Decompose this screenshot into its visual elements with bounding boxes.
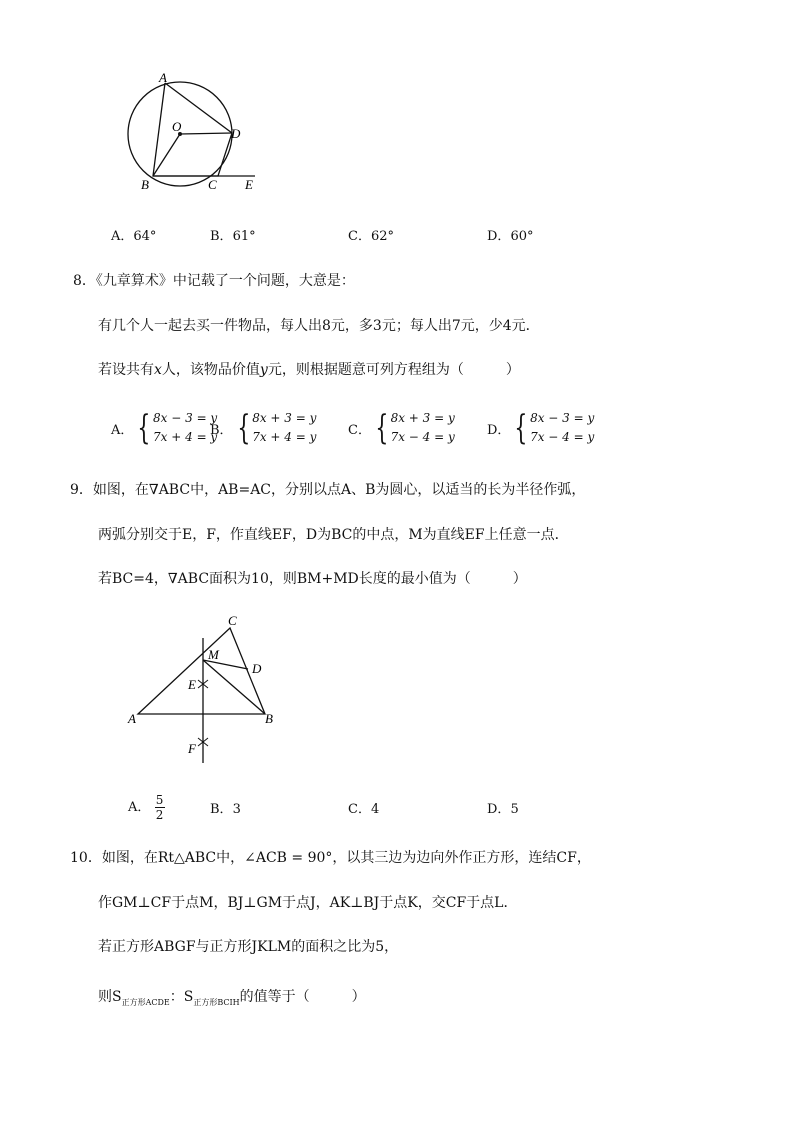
q8-line-3: 若设共有x人，该物品价值y元，则根据题意可列方程组为（ ） bbox=[98, 362, 520, 378]
label-b: B bbox=[141, 177, 149, 192]
q8-option-a: A． { 8x − 3 = y 7x + 4 = y bbox=[111, 408, 218, 448]
label-c: C bbox=[228, 613, 237, 628]
label-f: F bbox=[188, 741, 196, 756]
q9-option-a: A． $\frac{5}{2}$ bbox=[128, 793, 164, 822]
q7-option-c: C．62° bbox=[348, 229, 394, 244]
label-o: O bbox=[172, 119, 182, 134]
q10-line-2: 作GM⊥CF于点M，BJ⊥GM于点J，AK⊥BJ于点K，交CF于点L． bbox=[98, 895, 518, 911]
label-e: E bbox=[245, 177, 253, 192]
q9-line-3: 若BC=4，∇ABC面积为10，则BM+MD长度的最小值为（ ） bbox=[98, 571, 527, 587]
q8-option-c: C． { 8x + 3 = y 7x − 4 = y bbox=[348, 408, 455, 448]
q9-option-b: B．3 bbox=[210, 802, 241, 817]
triangle-figure bbox=[120, 608, 290, 768]
radius-od bbox=[180, 133, 232, 134]
label-e: E bbox=[188, 677, 196, 692]
label-a: A bbox=[159, 70, 167, 85]
label-d: D bbox=[252, 661, 262, 676]
q10-line-3: 若正方形ABGF与正方形JKLM的面积之比为5， bbox=[98, 939, 399, 955]
q10-line-1: 10．如图，在Rt△ABC中，∠ACB = 90°，以其三边为边向外作正方形，连结CF， bbox=[70, 850, 591, 866]
q9-option-d: D．5 bbox=[487, 802, 519, 817]
q7-option-b: B．61° bbox=[210, 229, 256, 244]
label-b: B bbox=[265, 711, 273, 726]
label-m: M bbox=[208, 647, 219, 662]
q9-option-c: C．4 bbox=[348, 802, 380, 817]
q8-option-b: B． { 8x + 3 = y 7x + 4 = y bbox=[210, 408, 317, 448]
triangle-abc bbox=[138, 628, 265, 714]
q9-line-1: 9．如图，在∇ABC中，AB=AC，分别以点A、B为圆心，以适当的长为半径作弧， bbox=[70, 482, 586, 498]
q10-line-4: 则$S_{正方形ACDE}$：$S_{正方形BCIH}$的值等于（ ） bbox=[98, 989, 366, 1007]
q7-option-d: D．60° bbox=[487, 229, 534, 244]
q8-stem: 8．《九章算术》中记载了一个问题，大意是： bbox=[73, 273, 355, 289]
label-c: C bbox=[208, 177, 217, 192]
q7-option-a: A．64° bbox=[111, 229, 157, 244]
q8-option-d: D． { 8x − 3 = y 7x − 4 = y bbox=[487, 408, 595, 448]
quadrilateral-abcd bbox=[153, 83, 232, 176]
fraction-five-halves: $\frac{5}{2}$ bbox=[155, 793, 164, 822]
label-d: D bbox=[231, 126, 241, 141]
q9-line-2: 两弧分别交于E，F，作直线EF，D为BC的中点，M为直线EF上任意一点． bbox=[98, 527, 569, 543]
q8-line-2: 有几个人一起去买一件物品，每人出8元，多3元；每人出7元，少4元． bbox=[98, 318, 540, 334]
label-a: A bbox=[128, 711, 136, 726]
circle-figure bbox=[115, 70, 275, 195]
